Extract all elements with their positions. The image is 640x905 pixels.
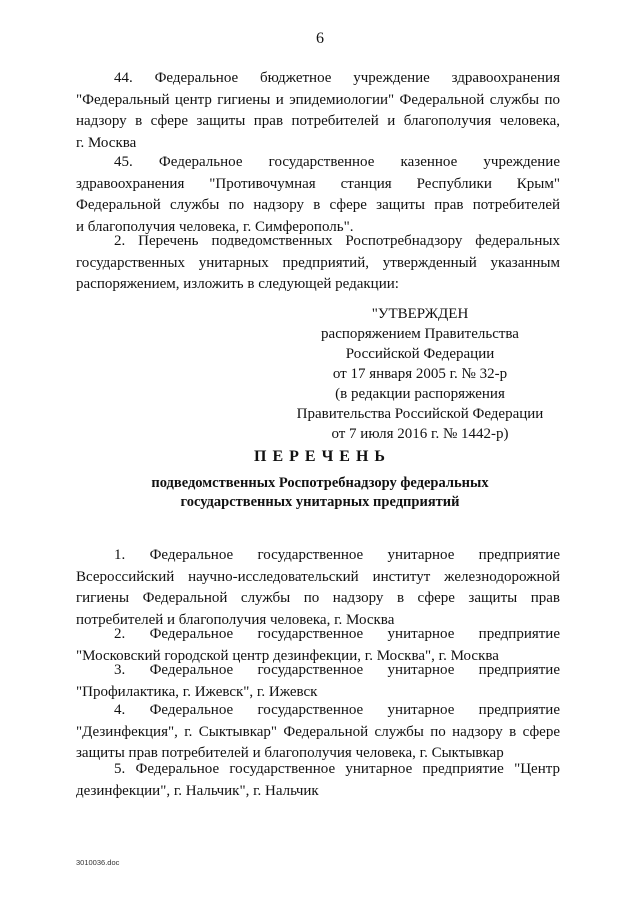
file-name-footer: 3010036.doc <box>76 858 120 867</box>
approval-line: от 17 января 2005 г. № 32-р <box>332 366 508 382</box>
text-line: 2. Перечень подведомственных Роспотребнадзору федеральных <box>114 233 560 249</box>
text-line: здравоохранения "Противочумная станция Республики Крым" <box>76 175 560 192</box>
section-2-paragraph <box>76 231 560 296</box>
text-line: и благополучия человека, г. Симферополь". <box>76 218 354 235</box>
text-line: распоряжением, изложить в следующей редакции: <box>76 276 399 292</box>
text-line: 5. Федеральное государственное унитарное предприятие "Центр <box>114 761 560 777</box>
approval-line: "УТВЕРЖДЕН <box>371 306 469 322</box>
item-45 <box>76 152 560 238</box>
list-item-4 <box>76 700 560 765</box>
text-line: Федеральной службы по надзору в сфере защиты прав потребителей <box>76 197 560 213</box>
approval-line: распоряжением Правительства <box>321 326 519 342</box>
text-line: "Московский городской центр дезинфекции, г. Москва", г. Москва <box>76 647 499 664</box>
text-line: потребителей и благополучия человека, г. Москва <box>76 611 395 628</box>
list-item-5 <box>76 759 560 802</box>
text-line: 1. Федеральное государственное унитарное предприятие <box>114 547 560 563</box>
document-title: П Е Р Е Ч Е Н Ь <box>254 448 386 465</box>
text-line: 45. Федеральное государственное казенное учреждение <box>114 154 560 170</box>
text-line: Всероссийский научно-исследовательский институт железнодорожной <box>76 568 560 585</box>
text-line: надзору в сфере защиты прав потребителей и благополучия человека, <box>76 113 560 129</box>
text-line: 4. Федеральное государственное унитарное предприятие <box>114 702 560 718</box>
text-line: г. Москва <box>76 134 137 151</box>
list-item-3 <box>76 660 560 703</box>
text-line: дезинфекции", г. Нальчик", г. Нальчик <box>76 782 319 799</box>
text-line: 44. Федеральное бюджетное учреждение здравоохранения <box>114 70 560 86</box>
subtitle-line: государственных унитарных предприятий <box>180 494 460 510</box>
list-item-1 <box>76 545 560 631</box>
approval-block <box>270 304 570 444</box>
text-line: 3. Федеральное государственное унитарное предприятие <box>114 662 560 678</box>
page-number: 6 <box>316 30 324 47</box>
text-line: "Профилактика, г. Ижевск", г. Ижевск <box>76 683 318 700</box>
text-line: государственных унитарных предприятий, утвержденный указанным <box>76 254 560 271</box>
approval-line: (в редакции распоряжения <box>335 386 505 402</box>
item-44 <box>76 68 560 154</box>
document-subtitle <box>0 474 640 512</box>
text-line: "Федеральный центр гигиены и эпидемиологии" Федеральной службы по <box>76 91 560 108</box>
text-line: "Дезинфекция", г. Сыктывкар" Федеральной службы по надзору в сфере <box>76 723 560 740</box>
approval-line: Правительства Российской Федерации <box>296 406 544 422</box>
subtitle-line: подведомственных Роспотребнадзору федеральных <box>151 475 489 491</box>
text-line: 2. Федеральное государственное унитарное предприятие <box>114 626 560 642</box>
approval-line: от 7 июля 2016 г. № 1442-р) <box>331 426 509 442</box>
text-line: защиты прав потребителей и благополучия человека, г. Сыктывкар <box>76 745 504 761</box>
approval-line: Российской Федерации <box>345 346 495 362</box>
text-line: гигиены Федеральной службы по надзору в сфере защиты прав <box>76 590 560 606</box>
